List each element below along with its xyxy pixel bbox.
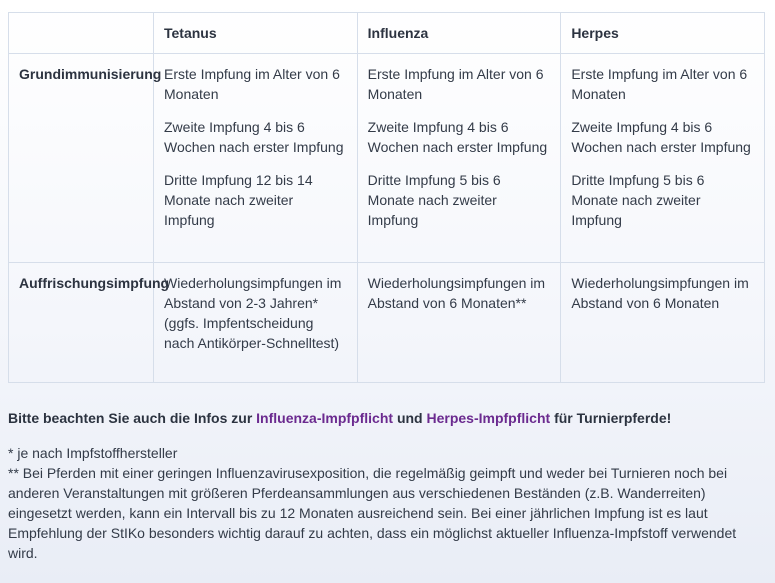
herpes-impfpflicht-link[interactable]: Herpes-Impfpflicht	[426, 410, 551, 426]
cell-text: Dritte Impfung 12 bis 14 Monate nach zweiter Impfung	[164, 172, 313, 228]
cell-influenza-auff	[357, 263, 561, 383]
header-tetanus: Tetanus	[154, 13, 358, 54]
cell-text: Zweite Impfung 4 bis 6 Wochen nach erster Impfung	[164, 119, 344, 155]
cell-text: Zweite Impfung 4 bis 6 Wochen nach erster Impfung	[367, 119, 548, 155]
notice-middle: und	[393, 410, 427, 426]
row-label: Grundimmunisierung	[9, 54, 154, 263]
header-empty	[9, 13, 154, 54]
notice-prefix: Bitte beachten Sie auch die Infos zur	[8, 410, 257, 426]
cell-text: Erste Impfung im Alter von 6 Monaten	[367, 66, 544, 102]
cell-text: Erste Impfung im Alter von 6 Monaten	[571, 66, 748, 102]
header-influenza: Influenza	[357, 13, 561, 54]
cell-text: Dritte Impfung 5 bis 6 Monate nach zweiter Impfung	[367, 172, 501, 228]
footnote-double-star: ** Bei Pferden mit einer geringen Influenzavirusexposition, die regelmäßig geimpft und weder bei Turnieren noch bei anderen Veranstaltungen mit größeren Pferdeansammlungen aus verschiedenen Beständen (z.B. Wanderreiten) eingesetzt werden, kann ein Intervall bis zu 12 Monaten ausreichend sein. Bei einer jährlichen Impfung ist es laut Empfehlung der StIKo besonders wichtig darauf zu achten, dass ein möglichst aktueller Influenza-Impfstoff verwendet wird.	[8, 465, 737, 561]
notice-suffix: für Turnierpferde!	[550, 410, 672, 426]
cell-herpes-grund	[561, 54, 765, 263]
cell-influenza-grund	[357, 54, 561, 263]
cell-text: Zweite Impfung 4 bis 6 Wochen nach erster Impfung	[571, 119, 751, 155]
cell-tetanus-auff	[154, 263, 358, 383]
cell-text: Wiederholungsimpfungen im Abstand von 6 Monaten	[571, 275, 749, 311]
footnotes	[8, 443, 768, 563]
influenza-impfpflicht-link[interactable]: Influenza-Impfpflicht	[256, 410, 394, 426]
cell-text: Dritte Impfung 5 bis 6 Monate nach zweiter Impfung	[571, 172, 705, 228]
cell-text: Wiederholungsimpfungen im Abstand von 2-3 Jahren* (ggfs. Impfentscheidung nach Antikörper-Schnelltest)	[164, 275, 342, 351]
cell-text: Wiederholungsimpfungen im Abstand von 6 Monaten**	[367, 275, 546, 311]
cell-herpes-auff	[561, 263, 765, 383]
table-header-row	[9, 13, 765, 54]
footnote-single-star: * je nach Impfstoffhersteller	[8, 445, 178, 461]
vaccination-table	[8, 12, 765, 383]
cell-tetanus-grund	[154, 54, 358, 263]
table-row-auffrischungsimpfung	[9, 263, 765, 383]
table-row-grundimmunisierung	[9, 54, 765, 263]
header-herpes: Herpes	[561, 13, 765, 54]
row-label: Auffrischungsimpfung	[9, 263, 154, 383]
turnier-notice	[8, 408, 671, 428]
cell-text: Erste Impfung im Alter von 6 Monaten	[164, 66, 340, 102]
